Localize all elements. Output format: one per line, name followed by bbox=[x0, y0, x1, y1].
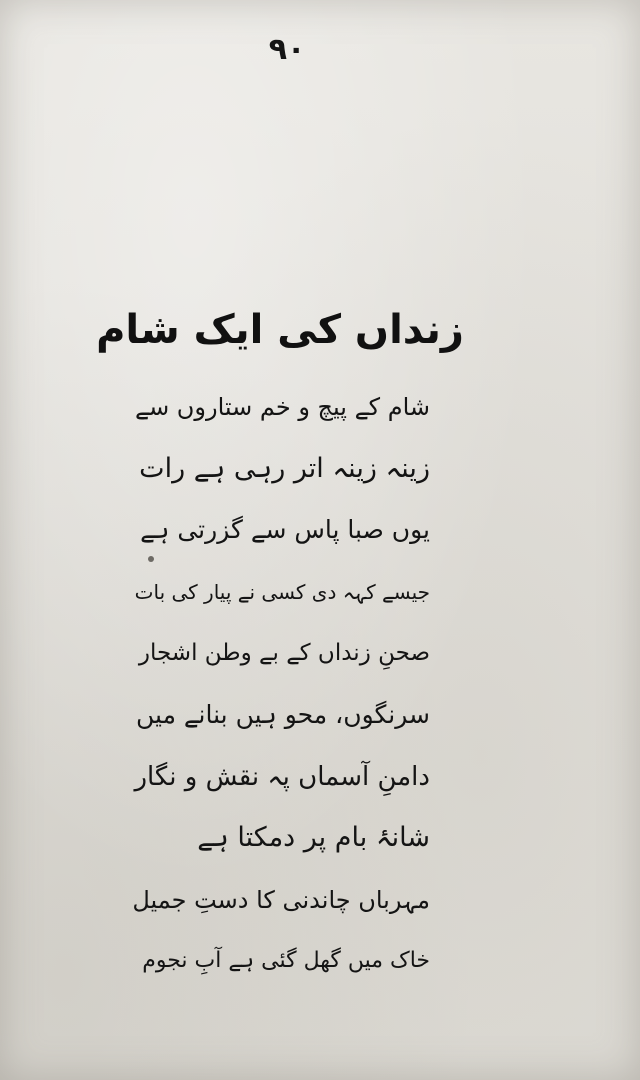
verse-line: خاک میں گھل گئی ہے آبِ نجوم bbox=[142, 948, 430, 974]
verse-line: صحنِ زنداں کے بے وطن اشجار bbox=[138, 640, 430, 667]
poem-title: زنداں کی ایک شام bbox=[96, 307, 464, 353]
verse-line: شام کے پیچ و خم ستاروں سے bbox=[135, 393, 430, 421]
poem-verses bbox=[130, 382, 430, 998]
verse-line: مہرباں چاندنی کا دستِ جمیل bbox=[132, 885, 430, 914]
verse-line: یوں صبا پاس سے گزرتی ہے bbox=[140, 515, 430, 545]
verse-line: شانۂ بام پر دمکتا ہے bbox=[197, 822, 430, 854]
verse-line: جیسے کہہ دی کسی نے پیار کی بات bbox=[134, 579, 430, 604]
ink-speck bbox=[148, 556, 154, 562]
verse-line: زینہ زینہ اتر رہی ہے رات bbox=[139, 452, 430, 484]
verse-line: سرنگوں، محو ہیں بنانے میں bbox=[136, 699, 430, 729]
page-number: ۹۰ bbox=[268, 32, 306, 67]
verse-line: دامنِ آسماں پہ نقش و نگار bbox=[134, 761, 430, 792]
